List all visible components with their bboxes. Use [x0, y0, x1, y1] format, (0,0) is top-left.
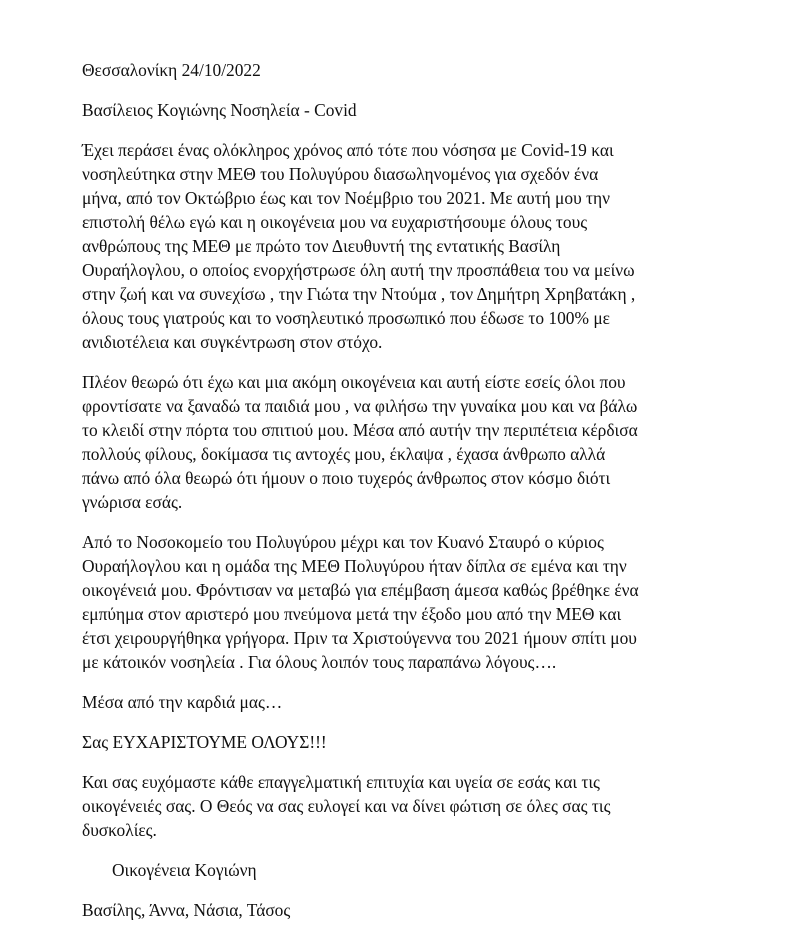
body-paragraph	[82, 138, 742, 354]
paragraph-line: Και σας ευχόμαστε κάθε επαγγελματική επιτυχία και υγεία σε εσάς και τις	[82, 772, 600, 792]
paragraph-line: πάνω από όλα θεωρώ ότι ήμουν ο ποιο τυχερός άνθρωπος στον κόσμο διότι	[82, 468, 611, 488]
letter-subject: Βασίλειος Κογιώνης Νοσηλεία - Covid	[82, 100, 357, 120]
paragraph-line: το κλειδί στην πόρτα του σπιτιού μου. Μέσα από αυτήν την περιπέτεια κέρδισα	[82, 420, 638, 440]
paragraph-line: εμπύημα στον αριστερό μου πνεύμονα μετά την έξοδο μου από την ΜΕΘ και	[82, 604, 622, 624]
body-paragraph	[82, 530, 742, 674]
paragraph-line: νοσηλεύτηκα στην ΜΕΘ του Πολυγύρου διασωληνομένος για σχεδόν ένα	[82, 164, 599, 184]
paragraph-line: πολλούς φίλους, δοκίμασα τις αντοχές μου, έκλαψα , έχασα άνθρωπο αλλά	[82, 444, 606, 464]
paragraph-line: οικογένειά μου. Φρόντισαν να μεταβώ για επέμβαση άμεσα καθώς βρέθηκε ένα	[82, 580, 639, 600]
paragraph-line: έτσι χειρουργήθηκα γρήγορα. Πριν τα Χριστούγεννα του 2021 ήμουν σπίτι μου	[82, 628, 637, 648]
place-date: Θεσσαλονίκη 24/10/2022	[82, 60, 261, 80]
paragraph-line: ανιδιοτέλεια και συγκέντρωση στον στόχο.	[82, 332, 383, 352]
letter-body	[82, 138, 742, 842]
paragraph-line: ανθρώπους της ΜΕΘ με πρώτο τον Διευθυντή της εντατικής Βασίλη	[82, 236, 561, 256]
paragraph-line: δυσκολίες.	[82, 820, 157, 840]
signatory-names: Βασίλης, Άννα, Νάσια, Τάσος	[82, 900, 291, 920]
body-paragraph	[82, 690, 742, 714]
paragraph-line: επιστολή θέλω εγώ και η οικογένεια μου να ευχαριστήσουμε όλους τους	[82, 212, 588, 232]
paragraph-line: Ουραήλογλου, ο οποίος ενορχήστρωσε όλη αυτή την προσπάθεια του να μείνω	[82, 260, 635, 280]
paragraph-line: οικογένειές σας. Ο Θεός να σας ευλογεί και να δίνει φώτιση σε όλες σας τις	[82, 796, 611, 816]
body-paragraph	[82, 770, 742, 842]
paragraph-line: με κάτοικόν νοσηλεία . Για όλους λοιπόν τους παραπάνω λόγους….	[82, 652, 557, 672]
paragraph-line: Πλέον θεωρώ ότι έχω και μια ακόμη οικογένεια και αυτή είστε εσείς όλοι που	[82, 372, 626, 392]
paragraph-line: Σας ΕΥΧΑΡΙΣΤΟΥΜΕ ΟΛΟΥΣ!!!	[82, 732, 327, 752]
paragraph-line: γνώρισα εσάς.	[82, 492, 183, 512]
letter-page	[82, 58, 742, 938]
paragraph-line: μήνα, από τον Οκτώβριο έως και τον Νοέμβριο του 2021. Με αυτή μου την	[82, 188, 610, 208]
paragraph-line: Ουραήλογλου και η ομάδα της ΜΕΘ Πολυγύρου ήταν δίπλα σε εμένα και την	[82, 556, 627, 576]
paragraph-line: στην ζωή και να συνεχίσω , την Γιώτα την Ντούμα , τον Δημήτρη Χρηβατάκη ,	[82, 284, 636, 304]
signature: Οικογένεια Κογιώνη	[112, 860, 257, 880]
paragraph-line: Έχει περάσει ένας ολόκληρος χρόνος από τότε που νόσησα με Covid-19 και	[82, 140, 614, 160]
paragraph-line: φροντίσατε να ξαναδώ τα παιδιά μου , να φιλήσω την γυναίκα μου και να βάλω	[82, 396, 638, 416]
paragraph-line: Από το Νοσοκομείο του Πολυγύρου μέχρι και τον Κυανό Σταυρό ο κύριος	[82, 532, 604, 552]
paragraph-line: όλους τους γιατρούς και το νοσηλευτικό προσωπικό που έδωσε το 100% με	[82, 308, 610, 328]
body-paragraph	[82, 370, 742, 514]
body-paragraph	[82, 730, 742, 754]
paragraph-line: Μέσα από την καρδιά μας…	[82, 692, 283, 712]
